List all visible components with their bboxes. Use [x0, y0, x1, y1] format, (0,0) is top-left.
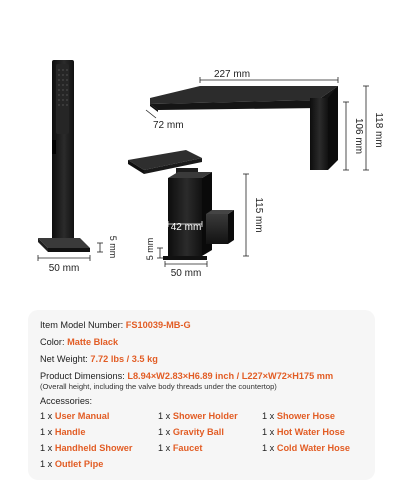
accessory-item: 1 x Faucet: [158, 443, 203, 453]
valve-height-label: 115 mm: [253, 197, 264, 233]
model-row: [40, 320, 191, 331]
color-value: Matte Black: [67, 337, 119, 347]
accessories-title: Accessories:: [40, 396, 93, 406]
accessory-item: 1 x Handle: [40, 427, 86, 437]
dimensions-row: [40, 371, 333, 382]
color-row: [40, 337, 118, 348]
weight-label: Net Weight:: [40, 354, 91, 364]
spout-width-label: 72 mm: [153, 120, 184, 131]
accessory-item: 1 x Hot Water Hose: [262, 427, 345, 437]
valve-body: [128, 150, 234, 260]
weight-value: 7.72 lbs / 3.5 kg: [90, 354, 158, 364]
accessory-item: 1 x Gravity Ball: [158, 427, 224, 437]
accessory-item: 1 x Outlet Pipe: [40, 459, 104, 469]
spec-panel: [28, 310, 375, 480]
accessory-item: 1 x Cold Water Hose: [262, 443, 350, 453]
color-label: Color:: [40, 337, 68, 347]
dimensions-value: L8.94×W2.83×H6.89 inch / L227×W72×H175 mm: [127, 371, 334, 381]
valve-body-width-label: 42 mm: [170, 222, 202, 233]
spout-total-height-label: 118 mm: [373, 112, 384, 148]
valve-base-thickness-label: 5 mm: [145, 237, 155, 261]
accessory-item: 1 x User Manual: [40, 411, 110, 421]
accessory-item: 1 x Shower Hose: [262, 411, 336, 421]
handheld-shower: [38, 60, 90, 252]
spout-length-label: 227 mm: [213, 69, 251, 80]
valve-base-width-label: 50 mm: [170, 268, 202, 279]
accessory-item: 1 x Shower Holder: [158, 411, 238, 421]
shower-base-width-label: 50 mm: [48, 263, 80, 274]
dimensions-label: Product Dimensions:: [40, 371, 128, 381]
accessory-item: 1 x Handheld Shower: [40, 443, 133, 453]
model-value: FS10039-MB-G: [125, 320, 191, 330]
model-label: Item Model Number:: [40, 320, 126, 330]
spout-height-label: 106 mm: [353, 117, 364, 155]
weight-row: [40, 354, 158, 365]
shower-base-thickness-label: 5 mm: [108, 235, 118, 259]
dimensions-note: (Overall height, including the valve body threads under the countertop): [40, 382, 277, 391]
